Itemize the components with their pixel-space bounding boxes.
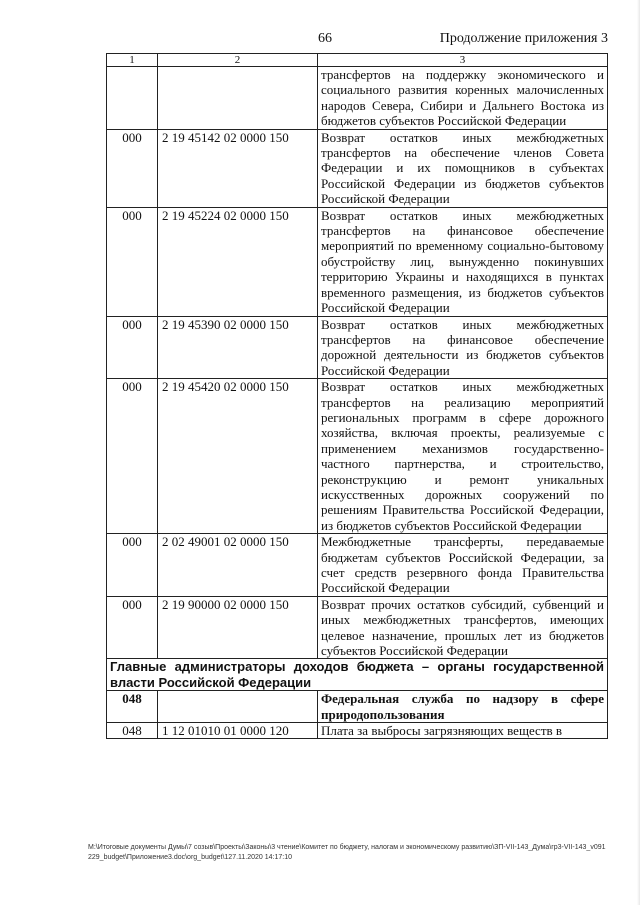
table-row <box>107 379 608 534</box>
agency-row <box>107 691 608 723</box>
table-row <box>107 316 608 379</box>
column-number-2: 2 <box>158 54 318 67</box>
agency-name-cell: Федеральная служба по надзору в сфере природопользования <box>318 691 608 723</box>
revenue-name-cell: Возврат остатков иных межбюджетных трансфертов на финансовое обеспечение мероприятий по временному социально-бытовому обустройству лиц, вынужденно покинувших территорию Украины и находящихся в пунктах временного размещения, из бюджетов субъектов Российской Федерации <box>318 207 608 316</box>
admin-code-cell: 000 <box>107 379 158 534</box>
admin-code-cell: 000 <box>107 129 158 207</box>
revenue-name-cell: Межбюджетные трансферты, передаваемые бюджетам субъектов Российской Федерации, за счет средств резервного фонда Правительства Российской Федерации <box>318 534 608 597</box>
revenue-administrators-table <box>106 53 608 739</box>
kbk-cell: 2 19 45224 02 0000 150 <box>158 207 318 316</box>
admin-code-cell: 000 <box>107 596 158 659</box>
column-number-row <box>107 54 608 67</box>
kbk-cell: 1 12 01010 01 0000 120 <box>158 723 318 739</box>
admin-code-cell: 048 <box>107 723 158 739</box>
section-heading-row <box>107 659 608 691</box>
column-number-1: 1 <box>107 54 158 67</box>
table-row <box>107 534 608 597</box>
page-number: 66 <box>318 31 332 46</box>
kbk-cell: 2 19 90000 02 0000 150 <box>158 596 318 659</box>
table-row <box>107 723 608 739</box>
file-path-footer: M:\Итоговые документы Думы\7 созыв\Проекты\Законы\3 чтение\Комитет по бюджету, налогам и экономическому развитию\ЗП-VII-143_Дума\гр3-VII-143_v091229_budget\Приложение3.doc\org_budget\127.11.2020 14:17:10 <box>88 844 606 861</box>
appendix-continuation-label: Продолжение приложения 3 <box>439 31 608 46</box>
revenue-name-cell: Возврат остатков иных межбюджетных трансфертов на финансовое обеспечение дорожной деятельности из бюджетов субъектов Российской Федерации <box>318 316 608 379</box>
admin-code-cell: 048 <box>107 691 158 723</box>
admin-code-cell: 000 <box>107 534 158 597</box>
revenue-name-cell: Возврат прочих остатков субсидий, субвенций и иных межбюджетных трансфертов, имеющих целевое назначение, прошлых лет из бюджетов субъектов Российской Федерации <box>318 596 608 659</box>
revenue-name-cell: трансфертов на поддержку экономического и социального развития коренных малочисленных народов Севера, Сибири и Дальнего Востока из бюджетов субъектов Российской Федерации <box>318 67 608 130</box>
kbk-cell <box>158 691 318 723</box>
kbk-cell: 2 19 45420 02 0000 150 <box>158 379 318 534</box>
column-number-3: 3 <box>318 54 608 67</box>
table-row <box>107 129 608 207</box>
kbk-cell: 2 02 49001 02 0000 150 <box>158 534 318 597</box>
table-row <box>107 207 608 316</box>
section-heading: Главные администраторы доходов бюджета – органы государственной власти Российской Федерации <box>107 659 608 691</box>
table-row-continuation <box>107 67 608 130</box>
admin-code-cell <box>107 67 158 130</box>
kbk-cell <box>158 67 318 130</box>
admin-code-cell: 000 <box>107 207 158 316</box>
revenue-name-cell: Возврат остатков иных межбюджетных трансфертов на обеспечение членов Совета Федерации и их помощников в субъектах Российской Федерации из бюджетов субъектов Российской Федерации <box>318 129 608 207</box>
kbk-cell: 2 19 45142 02 0000 150 <box>158 129 318 207</box>
table-row <box>107 596 608 659</box>
kbk-cell: 2 19 45390 02 0000 150 <box>158 316 318 379</box>
revenue-name-cell: Возврат остатков иных межбюджетных трансфертов на реализацию мероприятий региональных программ в сфере дорожного хозяйства, включая проекты, реализуемые с применением механизмов государственно-частного партнерства, и строительство, реконструкцию и ремонт уникальных искусственных дорожных сооружений по решениям Правительства Российской Федерации, из бюджетов субъектов Российской Федерации <box>318 379 608 534</box>
revenue-name-cell: Плата за выбросы загрязняющих веществ в <box>318 723 608 739</box>
admin-code-cell: 000 <box>107 316 158 379</box>
